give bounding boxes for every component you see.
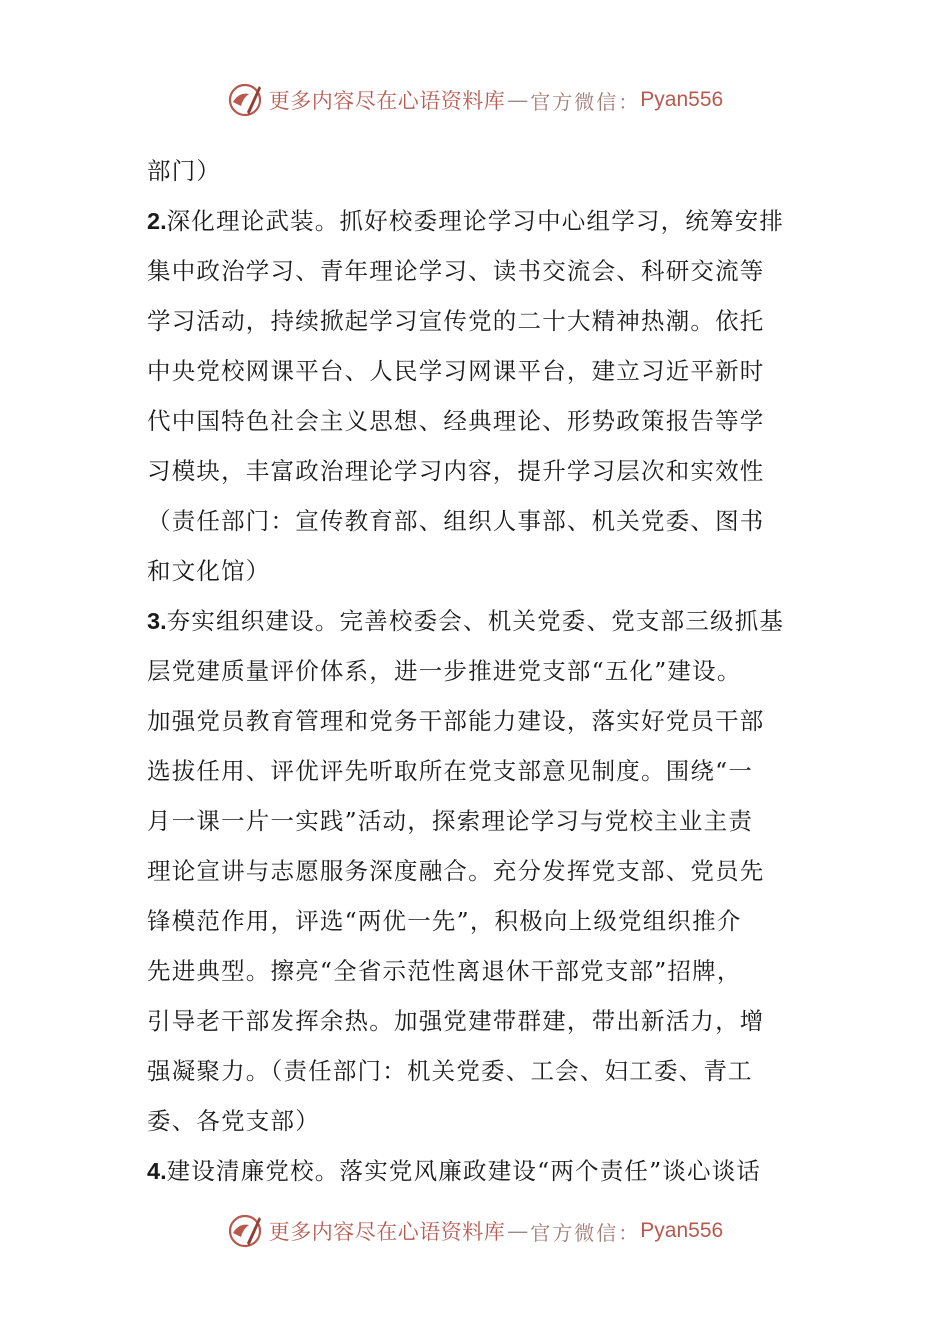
text-line: 3.夯实组织建设。完善校委会、机关党委、党支部三级抓基 — [147, 607, 785, 635]
text-line: 代中国特色社会主义思想、经典理论、形势政策报告等学 — [147, 407, 765, 435]
text-line: 理论宣讲与志愿服务深度融合。充分发挥党支部、党员先 — [147, 857, 765, 885]
banner-main-text: 更多内容尽在心语资料库 — [268, 89, 506, 113]
banner-separator: — — [507, 1219, 529, 1243]
text-line: 引导老干部发挥余热。加强党建带群建，带出新活力，增 — [147, 1007, 765, 1035]
header-watermark-banner — [0, 75, 950, 125]
pen-logo-icon — [227, 82, 263, 118]
text-line: 先进典型。擦亮“全省示范性离退休干部党支部”招牌， — [147, 957, 742, 985]
text-line: 学习活动，持续掀起学习宣传党的二十大精神热潮。依托 — [147, 307, 765, 335]
text-line: 习模块，丰富政治理论学习内容，提升学习层次和实效性 — [147, 457, 765, 485]
text-line: 中央党校网课平台、人民学习网课平台，建立习近平新时 — [147, 357, 765, 385]
banner-separator: — — [507, 88, 529, 112]
text-line: 锋模范作用，评选“两优一先”，积极向上级党组织推介 — [147, 907, 742, 935]
banner-main-text: 更多内容尽在心语资料库 — [268, 1220, 506, 1244]
text-line: 4.建设清廉党校。落实党风廉政建设“两个责任”谈心谈话 — [147, 1157, 762, 1185]
item-number: 3. — [147, 608, 167, 634]
item-number: 2. — [147, 208, 167, 234]
text-line: 选拔任用、评优评先听取所在党支部意见制度。围绕“一 — [147, 757, 754, 785]
text-line: 和文化馆） — [147, 557, 271, 585]
pen-logo-icon — [227, 1213, 263, 1249]
text-line: 加强党员教育管理和党务干部能力建设，落实好党员干部 — [147, 707, 765, 735]
text-line: 集中政治学习、青年理论学习、读书交流会、科研交流等 — [147, 257, 765, 285]
footer-watermark-banner — [0, 1206, 950, 1256]
item-number: 4. — [147, 1158, 167, 1184]
text-line: 月一课一片一实践”活动，探索理论学习与党校主业主责 — [147, 807, 754, 835]
document-body — [147, 146, 807, 1196]
text-line: 强凝聚力。（责任部门：机关党委、工会、妇工委、青工 — [147, 1057, 753, 1085]
banner-wechat-id: Pyan556 — [640, 1219, 724, 1242]
text-line: 层党建质量评价体系，进一步推进党支部“五化”建设。 — [147, 657, 742, 685]
banner-wechat-label: 官方微信： — [530, 89, 641, 114]
banner-wechat-id: Pyan556 — [640, 88, 724, 111]
text-line: （责任部门：宣传教育部、组织人事部、机关党委、图书 — [147, 507, 765, 535]
text-line: 委、各党支部） — [147, 1107, 320, 1135]
text-line: 2.深化理论武装。抓好校委理论学习中心组学习，统筹安排 — [147, 207, 785, 235]
text-line: 部门） — [147, 157, 222, 185]
banner-wechat-label: 官方微信： — [530, 1220, 641, 1245]
